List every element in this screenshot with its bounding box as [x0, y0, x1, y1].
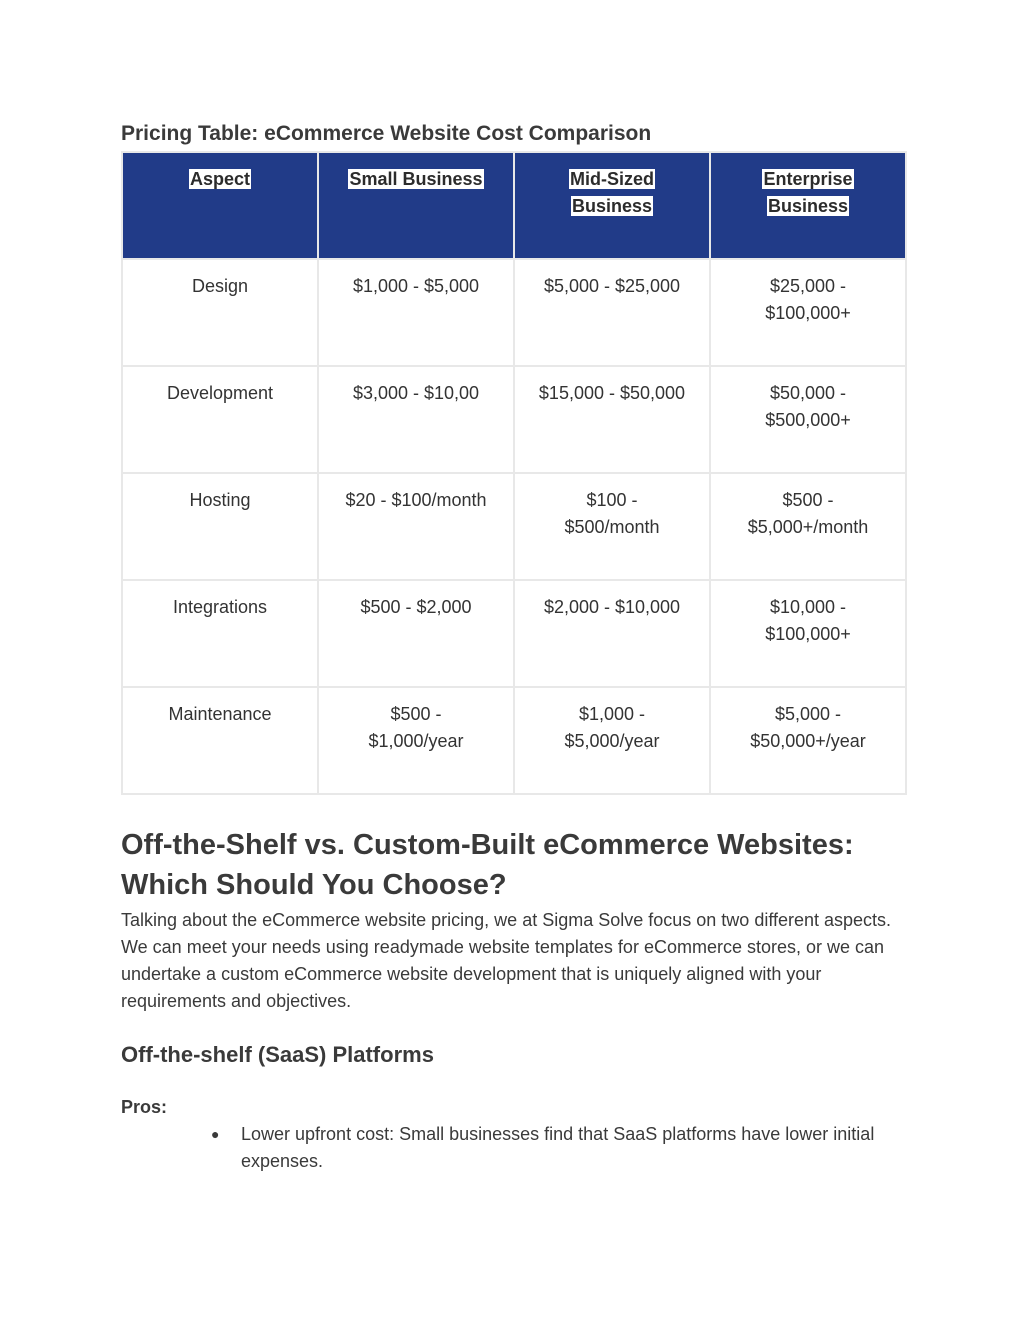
header-label: Mid-Sized	[570, 169, 654, 189]
table-cell: Development	[122, 366, 318, 473]
table-cell: Maintenance	[122, 687, 318, 794]
subheading-saas-platforms: Off-the-shelf (SaaS) Platforms	[121, 1042, 434, 1067]
table-cell: $100 - $500/month	[514, 473, 710, 580]
header-label: Enterprise	[763, 169, 853, 189]
table-cell: $5,000 - $25,000	[514, 259, 710, 366]
table-cell: $1,000 - $5,000	[318, 259, 514, 366]
table-cell: $20 - $100/month	[318, 473, 514, 580]
table-row	[122, 473, 906, 580]
pros-label: Pros:	[121, 1097, 168, 1117]
table-cell: $2,000 - $10,000	[514, 580, 710, 687]
section-paragraph: Talking about the eCommerce website pricing, we at Sigma Solve focus on two different aspects. We can meet your needs using readymade website templates for eCommerce stores, or we can undertake a custom eCommerce website development that is uniquely aligned with your requirements and objectives.	[121, 910, 892, 1011]
table-cell: Hosting	[122, 473, 318, 580]
table-cell: $10,000 - $100,000+	[710, 580, 906, 687]
header-cell-small-business	[318, 152, 514, 259]
table-cell: $500 - $2,000	[318, 580, 514, 687]
header-label: Small Business	[349, 169, 483, 189]
table-cell: $3,000 - $10,00	[318, 366, 514, 473]
header-cell-aspect	[122, 152, 318, 259]
table-cell: Design	[122, 259, 318, 366]
pricing-table	[121, 151, 907, 795]
pros-list	[121, 1121, 905, 1175]
header-label: Business	[767, 196, 849, 216]
list-item-text: Lower upfront cost: Small businesses find that SaaS platforms have lower initial expenses.	[241, 1124, 875, 1171]
table-cell: $15,000 - $50,000	[514, 366, 710, 473]
document-page	[121, 118, 905, 1175]
table-header-row	[122, 152, 906, 259]
table-cell: $5,000 - $50,000+/year	[710, 687, 906, 794]
section-heading: Off-the-Shelf vs. Custom-Built eCommerce Websites: Which Should You Choose?	[121, 829, 854, 901]
table-cell: $500 - $5,000+/month	[710, 473, 906, 580]
table-cell: $500 - $1,000/year	[318, 687, 514, 794]
header-cell-mid-sized-business	[514, 152, 710, 259]
table-title: Pricing Table: eCommerce Website Cost Comparison	[121, 122, 652, 145]
table-cell: $50,000 - $500,000+	[710, 366, 906, 473]
table-row	[122, 259, 906, 366]
table-cell: $1,000 - $5,000/year	[514, 687, 710, 794]
header-label: Aspect	[189, 169, 251, 189]
header-label: Business	[571, 196, 653, 216]
table-cell: $25,000 - $100,000+	[710, 259, 906, 366]
table-cell: Integrations	[122, 580, 318, 687]
table-row	[122, 366, 906, 473]
table-row	[122, 687, 906, 794]
table-row	[122, 580, 906, 687]
header-cell-enterprise-business	[710, 152, 906, 259]
bullet-icon: ●	[211, 1126, 220, 1142]
list-item	[211, 1121, 905, 1175]
